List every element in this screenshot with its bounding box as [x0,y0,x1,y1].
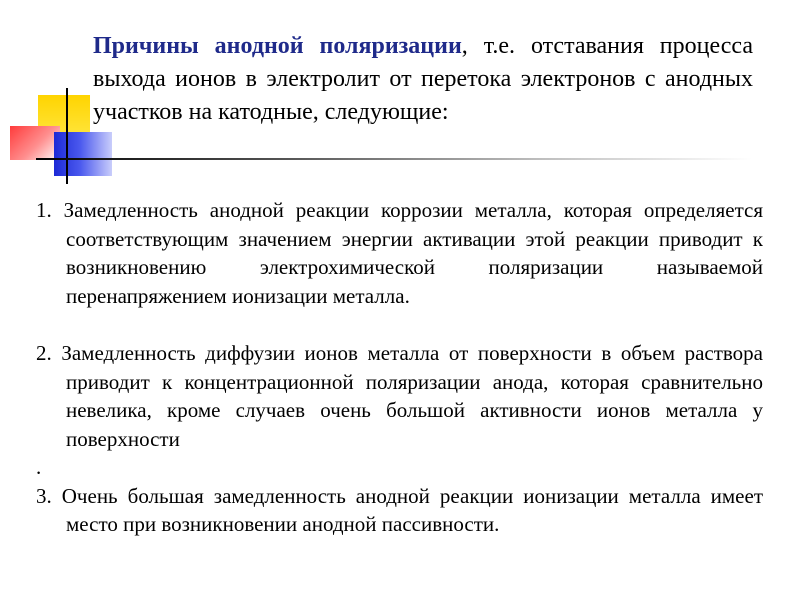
list-item-2-text: Замедленность диффузии ионов металла от поверхности в объем раствора приводит к концентрационной поляризации анода, которая сравнительно невелика, кроме случаев очень большой активности ионов металла у поверхности [61,341,763,451]
list-item-3-text: Очень большая замедленность анодной реакции ионизации металла имеет место при возникновении анодной пассивности. [61,483,763,536]
list-item-3-number: 3. [36,483,52,508]
decor-blue-square [54,132,112,176]
decor-vertical-line [66,88,68,184]
list-item-1-number: 1. [36,198,52,222]
list-item-2 [36,339,763,453]
separator-dot: . [36,455,42,479]
reasons-list [36,196,763,539]
slide-heading [93,30,753,129]
heading-text: , т.е. отставания процесса выхода ионов в электролит от перетока электронов с анодных участков на катодные, следующие: [93,33,753,125]
list-item-2-number: 2. [36,341,52,365]
list-item-1-text: Замедленность анодной реакции коррозии металла, которая определяется соответствующим значением энергии активации этой реакции приводит к возникновению электрохимической поляризации называемой перенапряжением ионизации металла. [63,198,763,308]
heading-highlight: Причины анодной поляризации [93,33,462,59]
decor-red-square [10,126,60,160]
list-item-1 [36,196,763,310]
decor-horizontal-rule [36,158,752,160]
list-item-3 [36,482,763,539]
